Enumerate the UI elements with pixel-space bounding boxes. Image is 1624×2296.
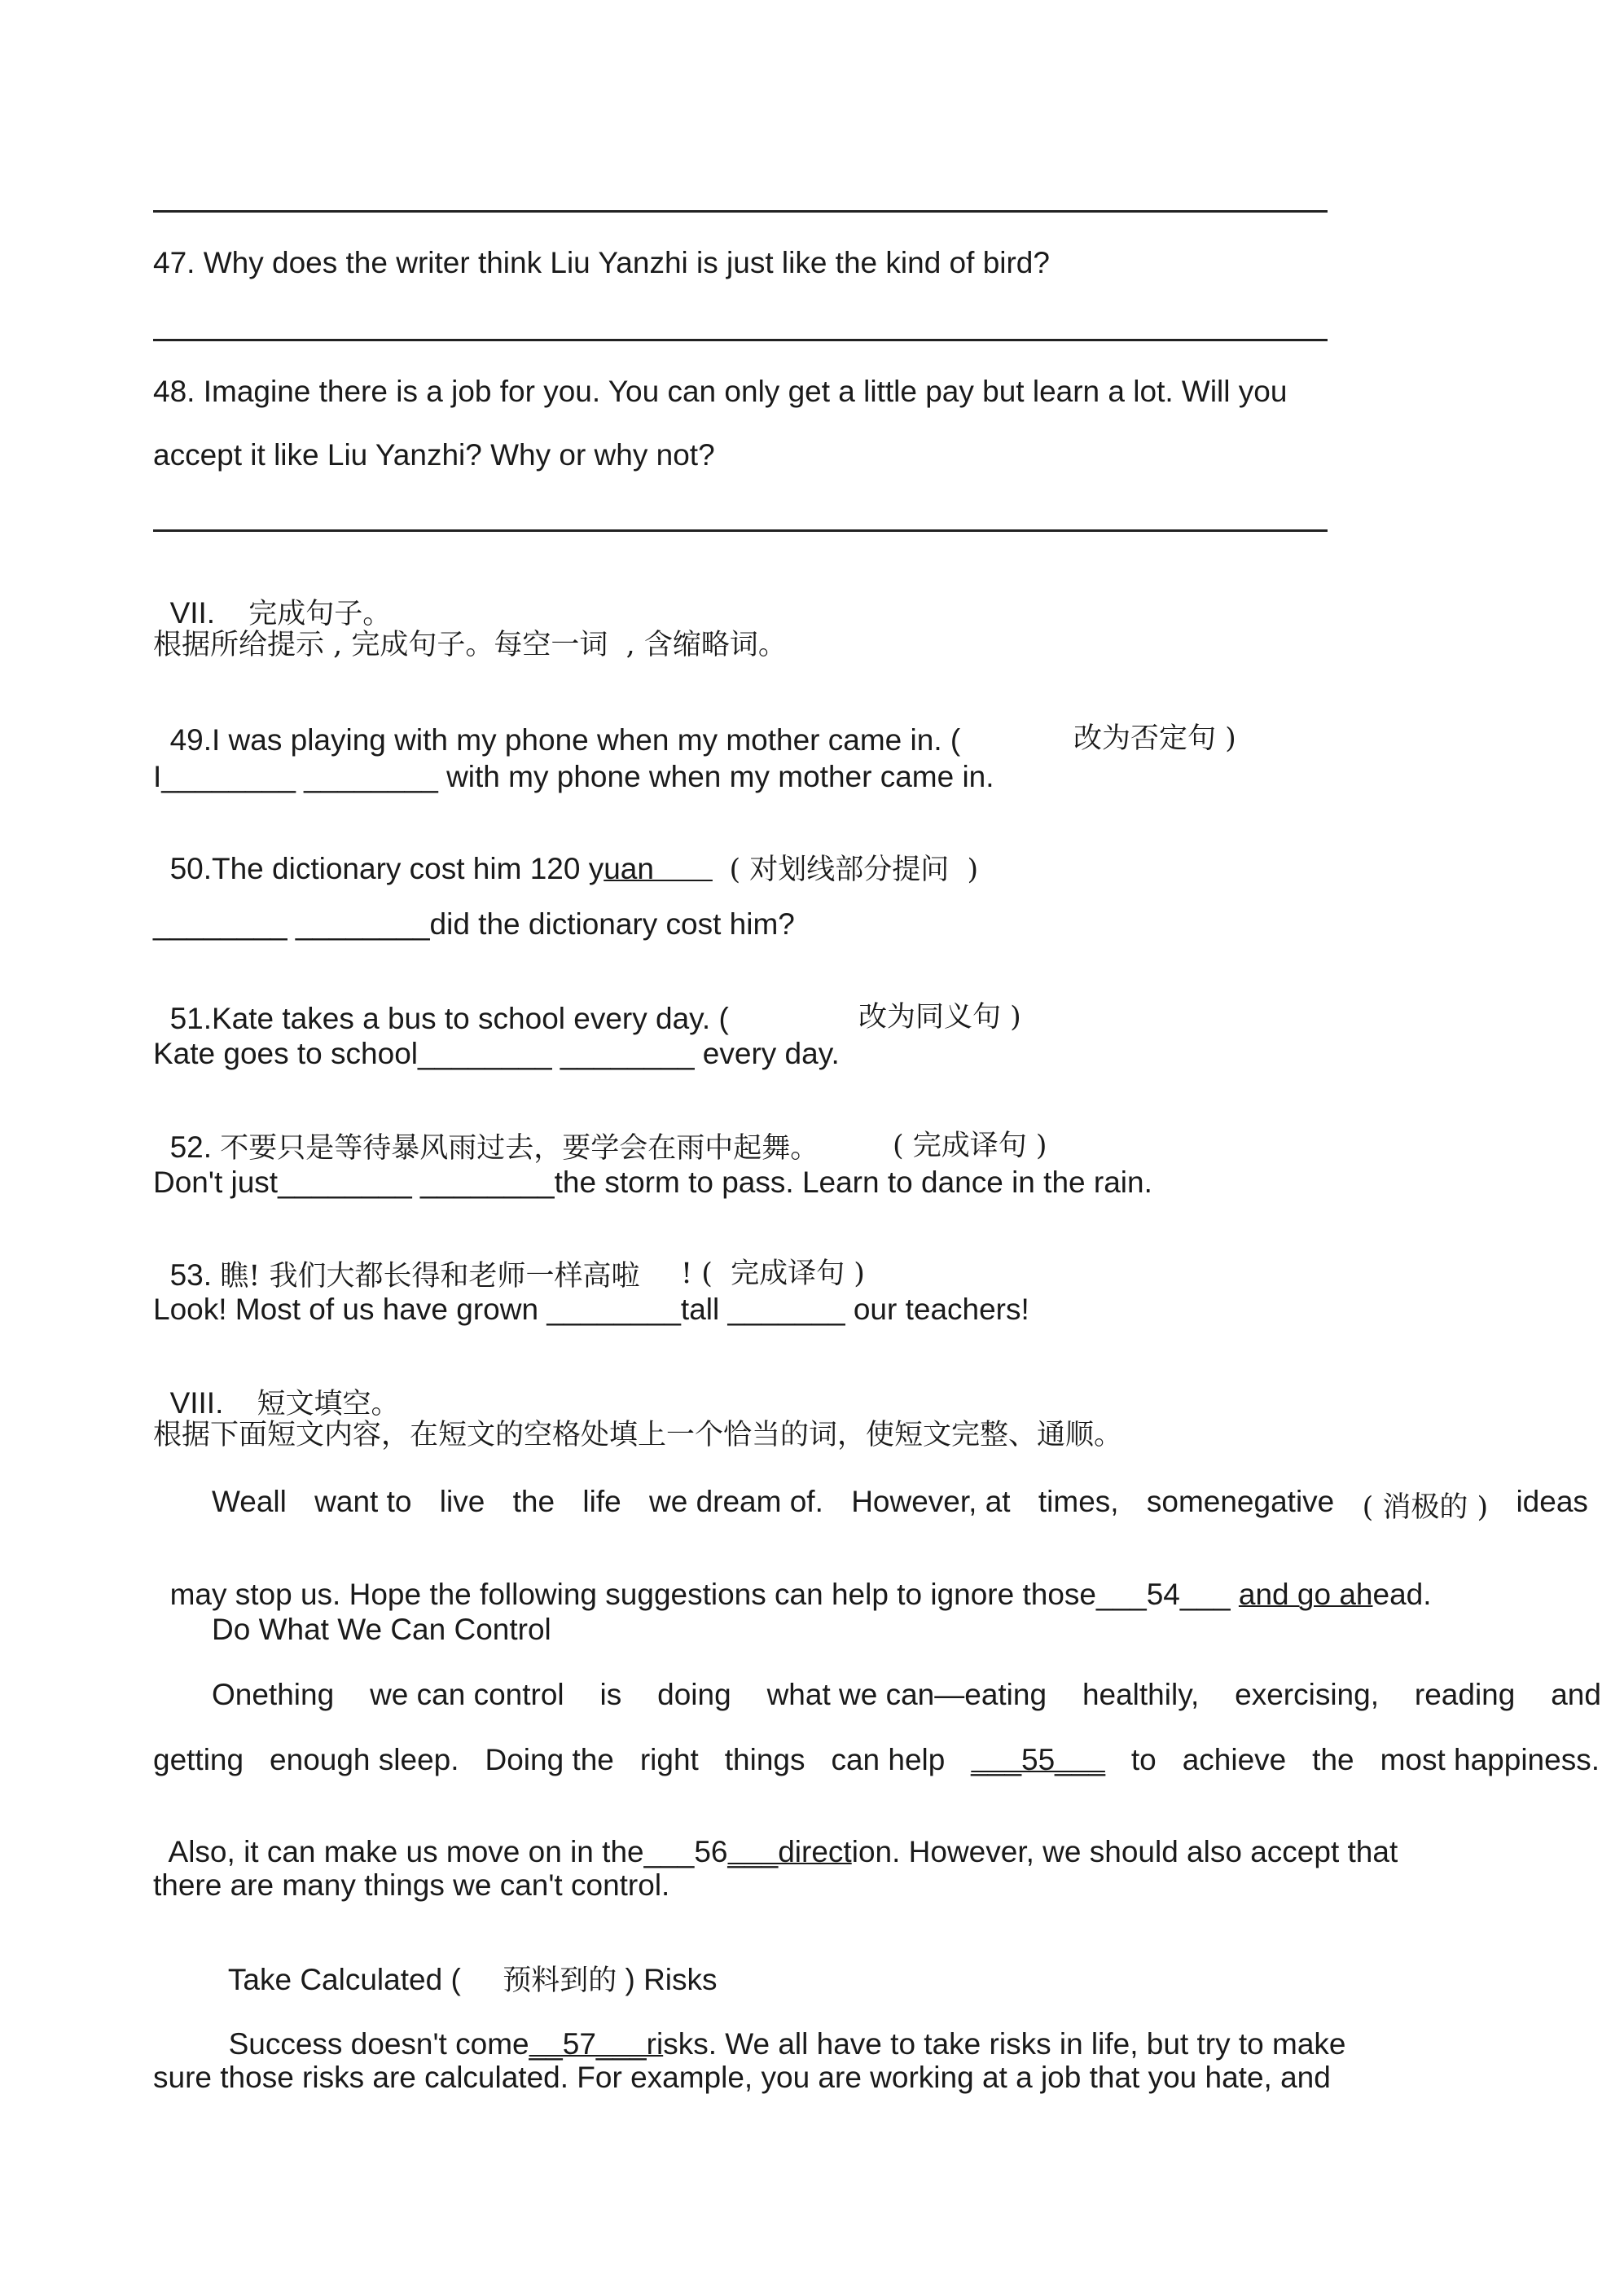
blank-57: __57___ri [529, 2027, 664, 2061]
passage-p1-line2 [153, 1549, 1432, 1609]
question-hint: ( 对划线部分提问 ) [729, 854, 979, 886]
passage-heading-1: Do What We Can Control [212, 1613, 551, 1646]
answer-49: I________ ________ with my phone when my mother came in. [153, 760, 994, 793]
question-51 [153, 973, 1021, 1035]
text: ead. [1372, 1578, 1432, 1611]
word: somenegative [1146, 1485, 1335, 1518]
passage-p1-line1 [212, 1485, 1588, 1526]
word: things [724, 1743, 805, 1776]
question-hint: ! ( 完成译句 ) [681, 1258, 865, 1290]
text: Also, it can make us move on in the___56 [168, 1835, 728, 1868]
question-hint: 改为同义句 ) [858, 1001, 1021, 1034]
question-number: 52. [169, 1130, 212, 1164]
word: what we can—eating [766, 1678, 1047, 1711]
section-number: VIII. [169, 1386, 224, 1420]
word: and [1551, 1678, 1601, 1711]
underlined-phrase: ___direct [727, 1835, 852, 1868]
question-49 [153, 695, 1236, 757]
section-title: 短文填空。 [257, 1388, 400, 1420]
word: healthily, [1082, 1678, 1200, 1711]
answer-52: Don't just________ ________the storm to pass. Learn to dance in the rain. [153, 1166, 1152, 1199]
text: may stop us. Hope the following suggestions can help to ignore those___54___ [169, 1578, 1239, 1611]
passage-heading-2 [212, 1934, 718, 1995]
answer-rule [153, 339, 1328, 341]
underlined-phrase: and go ah [1238, 1578, 1373, 1611]
text: Success doesn't come [228, 2027, 529, 2061]
answer-50: ________ ________did the dictionary cost him? [153, 907, 795, 941]
word: exercising, [1235, 1678, 1379, 1711]
blank-55: ___55___ [971, 1743, 1105, 1776]
answer-rule [153, 210, 1328, 213]
section-8-heading [153, 1358, 400, 1419]
passage-p2-line4: there are many things we can't control. [153, 1868, 670, 1902]
word: most happiness. [1380, 1743, 1600, 1776]
text: Take Calculated ( [227, 1963, 461, 1996]
passage-p3-line2: sure those risks are calculated. For example, you are working at a job that you hate, and [153, 2061, 1331, 2094]
question-number: 53. [169, 1258, 212, 1292]
passage-p2-line3 [153, 1807, 1398, 1867]
word: life [582, 1485, 621, 1518]
section-8-instructions: 根据下面短文内容，在短文的空格处填上一个恰当的词，使短文完整、通顺。 [153, 1419, 1123, 1451]
passage-p2-line2 [153, 1743, 1600, 1777]
word: Doing the [485, 1743, 614, 1776]
word: Onething [212, 1678, 335, 1711]
word: achieve [1182, 1743, 1287, 1776]
word: reading [1414, 1678, 1516, 1711]
word: doing [657, 1678, 731, 1711]
question-text: 49.I was playing with my phone when my mother came in. ( [169, 723, 961, 757]
word: we can control [370, 1678, 564, 1711]
question-hint: 改为否定句 ) [1073, 722, 1236, 755]
word: Weall [212, 1485, 287, 1518]
question-hint: ( 完成译句 ) [893, 1130, 1047, 1162]
answer-51: Kate goes to school________ ________ every day. [153, 1037, 840, 1070]
word: getting [153, 1743, 244, 1776]
word: the [1312, 1743, 1354, 1776]
section-7-instructions: 根据所给提示 , 完成句子。每空一词 , 含缩略词。 [153, 629, 787, 661]
text: ) Risks [625, 1963, 718, 1996]
passage-p2-line1 [212, 1678, 1601, 1712]
text: sks. We all have to take risks in life, but try to make [663, 2027, 1346, 2061]
word: we dream of. [649, 1485, 823, 1518]
answer-rule [153, 529, 1328, 532]
answer-53: Look! Most of us have grown ________tall _______ our teachers! [153, 1293, 1029, 1326]
word: ideas [1516, 1485, 1588, 1518]
word: right [639, 1743, 699, 1776]
word: However, at [851, 1485, 1011, 1518]
question-52 [153, 1102, 1047, 1165]
question-50 [153, 823, 978, 885]
word: to [1130, 1743, 1157, 1776]
question-48-line1: 48. Imagine there is a job for you. You can only get a little pay but learn a lot. Will you [153, 375, 1288, 408]
question-text-cn: 瞧! 我们大都长得和老师一样高啦 [220, 1260, 640, 1293]
word: is [599, 1678, 622, 1711]
word: can help [831, 1743, 946, 1776]
section-number: VII. [169, 596, 216, 630]
word: live [439, 1485, 485, 1518]
word: times, [1038, 1485, 1119, 1518]
text: ion. However, we should also accept that [851, 1835, 1398, 1868]
question-53 [153, 1230, 865, 1293]
question-48-line2: accept it like Liu Yanzhi? Why or why not? [153, 438, 715, 472]
word: the [512, 1485, 555, 1518]
question-text: 51.Kate takes a bus to school every day. ( [169, 1002, 729, 1035]
question-text: 50.The dictionary cost him 120 y [169, 852, 604, 885]
underlined-phrase: uan [604, 852, 713, 885]
passage-p3-line1 [212, 1999, 1346, 2059]
section-7-heading [153, 568, 391, 629]
text-cn: 预料到的 [503, 1965, 617, 1997]
word: enough sleep. [270, 1743, 459, 1776]
word: want to [314, 1485, 412, 1518]
word: ( 消极的 ) [1362, 1491, 1489, 1524]
question-text-cn: 不要只是等待暴风雨过去，要学会在雨中起舞。 [220, 1132, 819, 1165]
section-title: 完成句子。 [248, 598, 392, 630]
question-47: 47. Why does the writer think Liu Yanzhi is just like the kind of bird? [153, 246, 1050, 279]
